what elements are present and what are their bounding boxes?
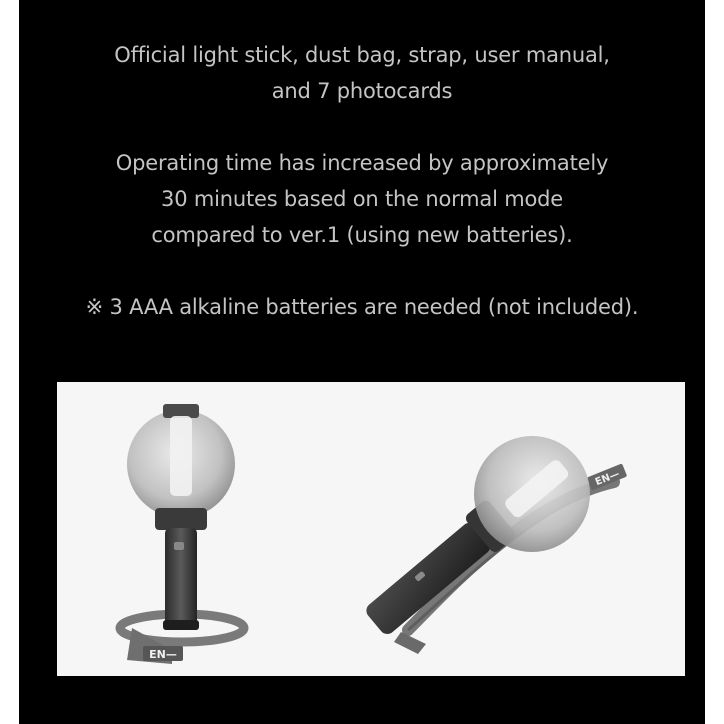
- strap-logo-right: EN—: [593, 468, 622, 489]
- lightstick-photo-lying: [296, 382, 685, 676]
- contents-line-2: and 7 photocards: [271, 79, 453, 103]
- battery-note: ※ 3 AAA alkaline batteries are needed (not included).: [85, 295, 639, 319]
- operating-line-2: 30 minutes based on the normal mode: [161, 187, 563, 211]
- package-contents-text: [19, 37, 705, 109]
- lightstick-lying-illustration: [296, 382, 685, 676]
- contents-line-1: Official light stick, dust bag, strap, user manual,: [114, 43, 610, 67]
- operating-line-3: compared to ver.1 (using new batteries).: [151, 223, 573, 247]
- lightstick-upright-illustration: [57, 382, 302, 676]
- operating-time-text: [19, 145, 705, 253]
- strap-logo-left: EN—: [149, 648, 177, 661]
- operating-line-1: Operating time has increased by approximately: [115, 151, 609, 175]
- product-info-panel: [19, 0, 705, 724]
- lightstick-photo-upright: [57, 382, 302, 676]
